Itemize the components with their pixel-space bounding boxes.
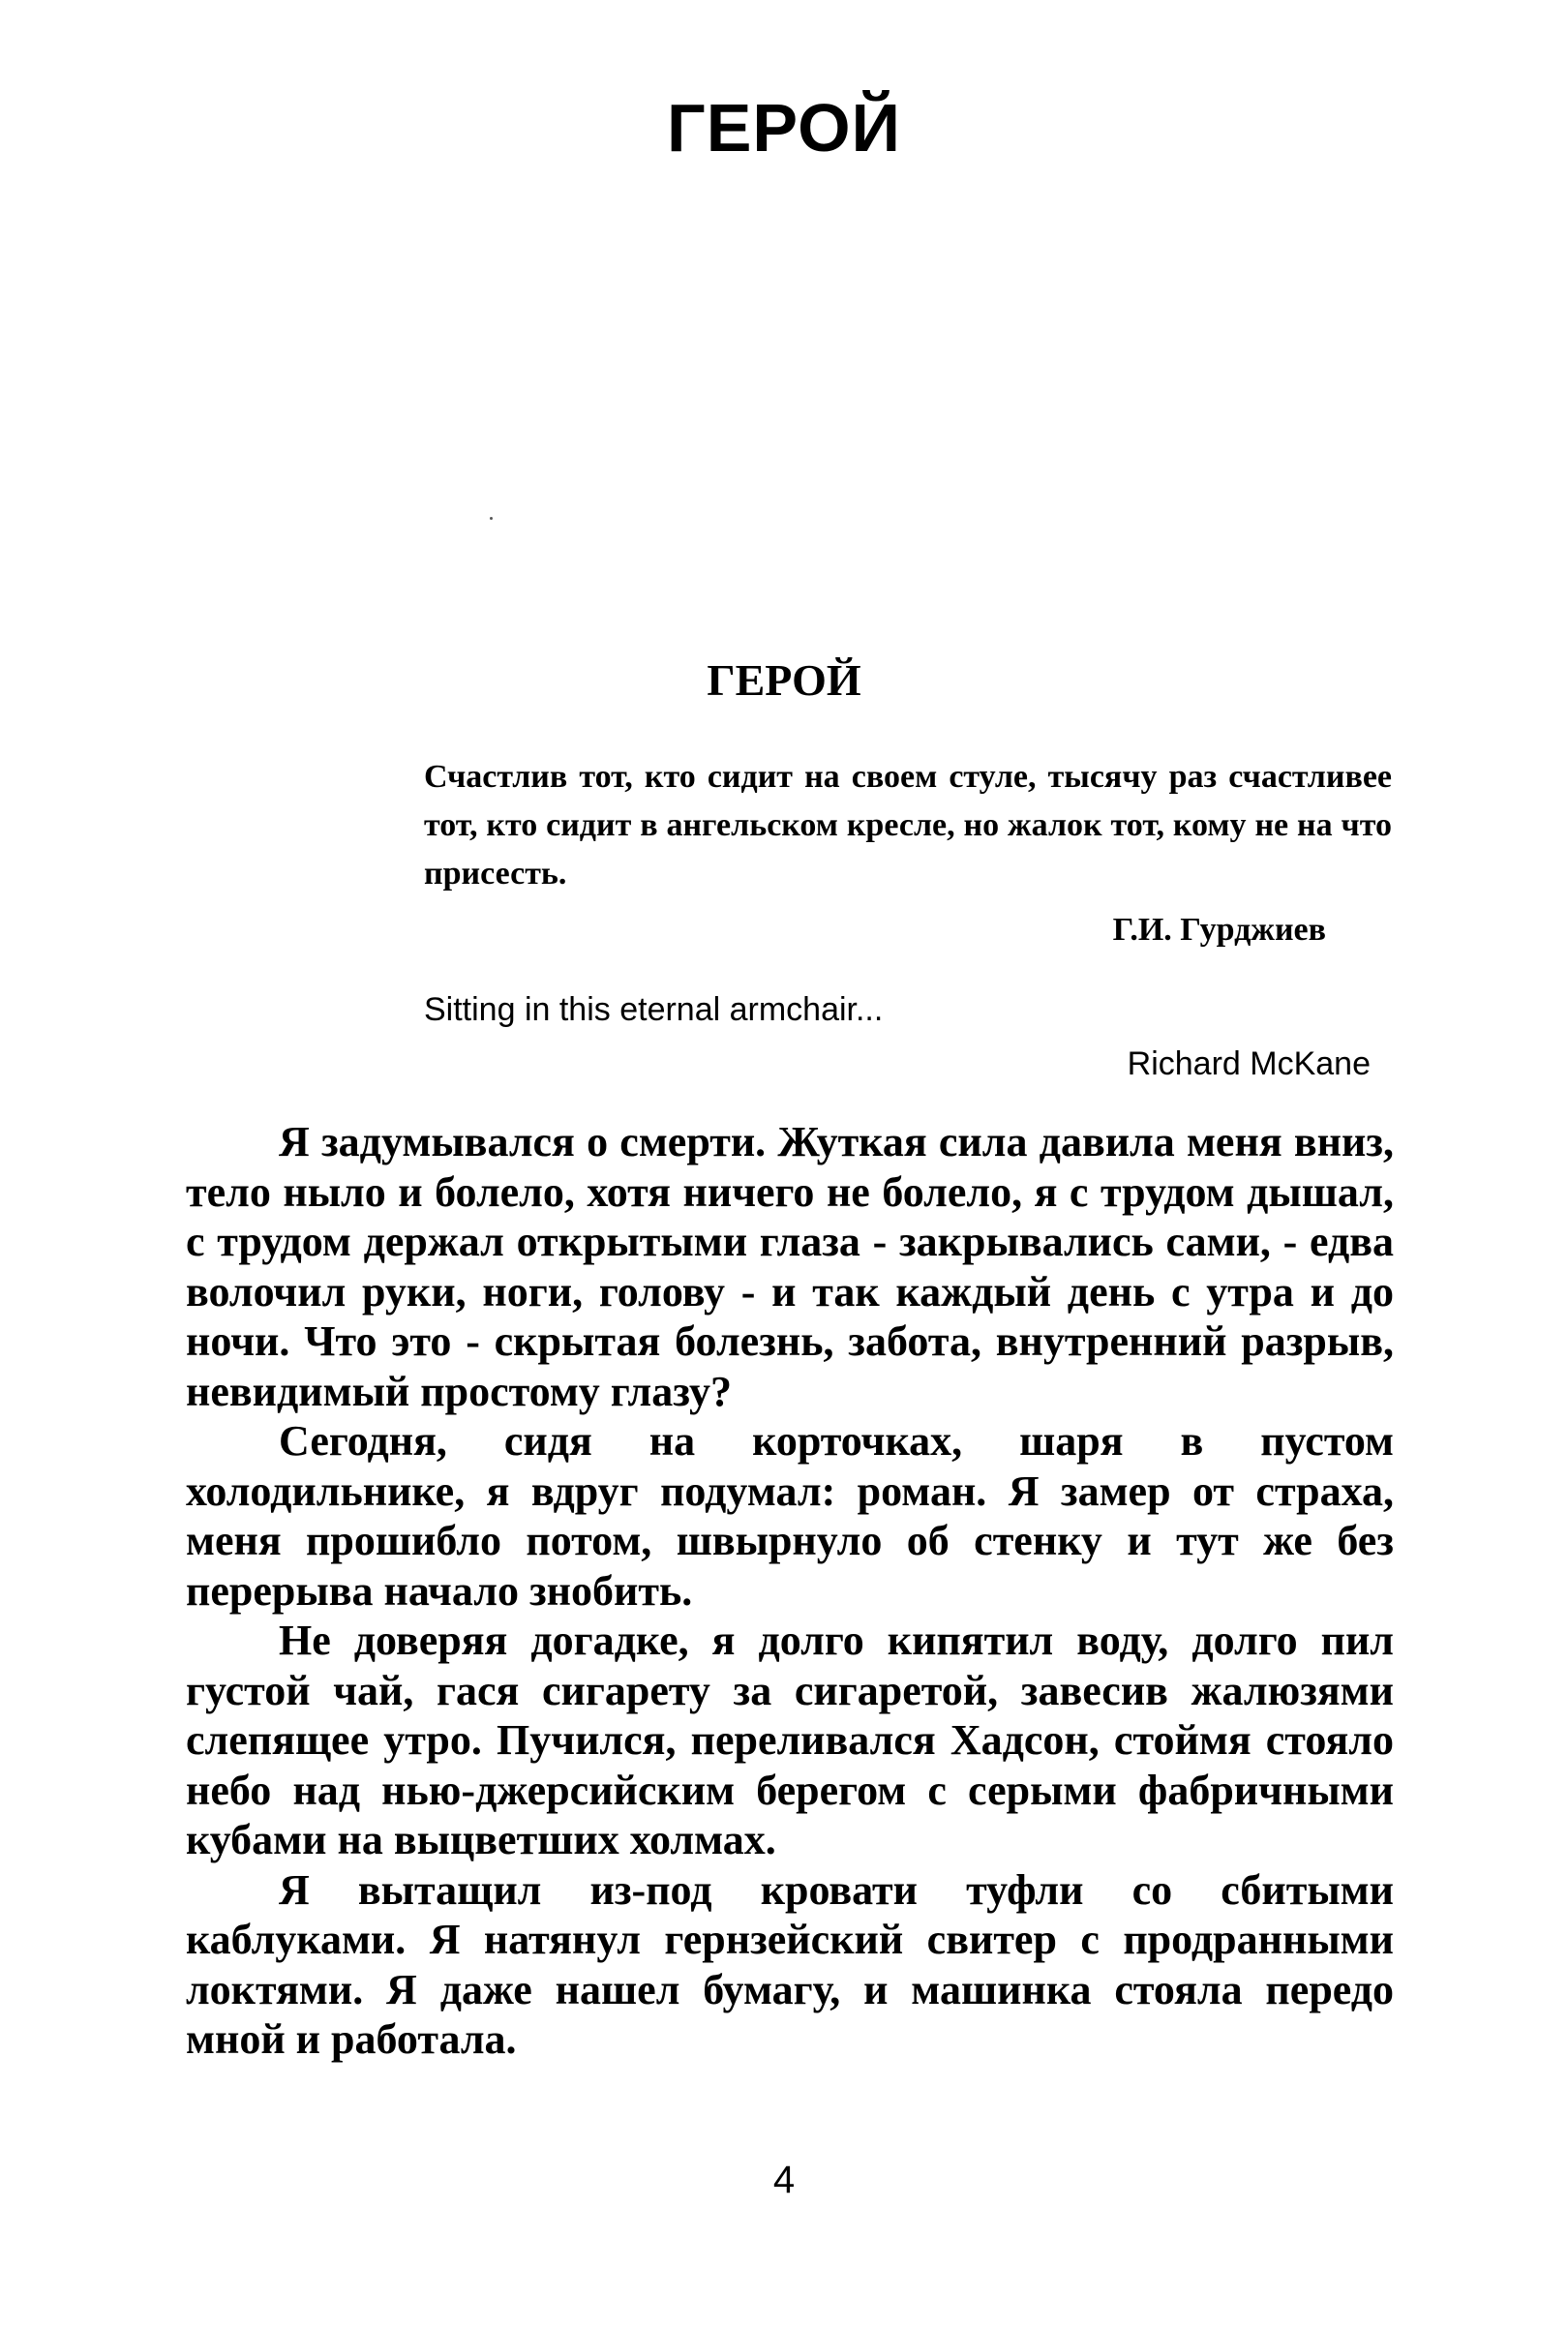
epigraph-author: Г.И. Гурджиев bbox=[1112, 912, 1326, 948]
running-head: ГЕРОЙ bbox=[667, 90, 901, 166]
epigraph-quote: Sitting in this eternal armchair... bbox=[424, 991, 884, 1028]
epigraph-quote: Счастлив тот, кто сидит на своем стуле, тысячу раз счастливее тот, кто сидит в ангельском кресле, но жалок тот, кому не на что присесть. bbox=[424, 759, 1392, 892]
chapter-body bbox=[186, 1117, 1394, 2065]
chapter-title: ГЕРОЙ bbox=[707, 655, 861, 705]
epigraph-author: Richard McKane bbox=[1127, 1045, 1371, 1082]
page-number: 4 bbox=[772, 2159, 796, 2201]
epigraph-mckane bbox=[424, 985, 1392, 1088]
paragraph: Я вытащил из-под кровати туфли со сбитыми каблуками. Я натянул гернзейский свитер с продранными локтями. Я даже нашел бумагу, и машинка стояла передо мной и работала. bbox=[186, 1865, 1394, 2063]
paragraph: Не доверяя догадке, я долго кипятил воду, долго пил густой чай, гася сигарету за сигаретой, завесив жалюзями слепящее утро. Пучился, переливался Хадсон, стоймя стояло небо над нью-джерсийским берегом с серыми фабричными кубами на выцветших холмах. bbox=[186, 1617, 1394, 1863]
paragraph: Я задумывался о смерти. Жуткая сила давила меня вниз, тело ныло и болело, хотя ничего не болело, я с трудом дышал, с трудом держал открытыми глаза - закрывались сами, - едва волочил руки, ноги, голову - и так каждый день с утра и до ночи. Что это - скрытая болезнь, забота, внутренний разрыв, невидимый простому глазу? bbox=[186, 1118, 1394, 1415]
print-speck bbox=[490, 517, 493, 520]
epigraph-gurdjieff bbox=[424, 753, 1392, 954]
paragraph: Сегодня, сидя на корточках, шаря в пустом холодильнике, я вдруг подумал: роман. Я замер от страха, меня прошибло потом, швырнуло об стенку и тут же без перерыва начало знобить. bbox=[186, 1417, 1394, 1615]
